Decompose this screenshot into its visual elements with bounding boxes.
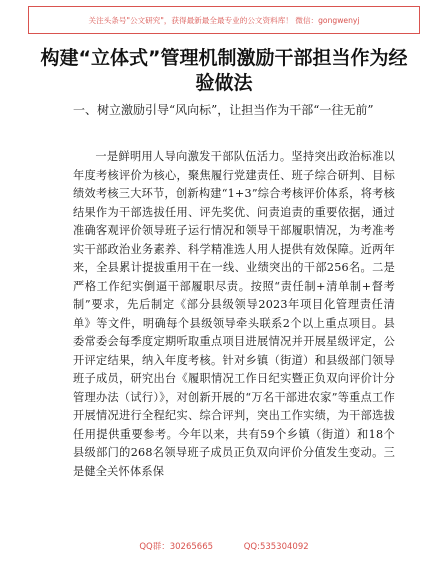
footer-qq: QQ:535304092 — [243, 542, 309, 552]
document-title: 构建“立体式”管理机制激励干部担当作为经验做法 — [40, 47, 408, 94]
footer-qq-group: QQ群：30265665 — [139, 542, 214, 552]
footer — [0, 540, 448, 552]
body-paragraph: 一是鲜明用人导向激发干部队伍活力。坚持突出政治标准以年度考核评价为核心，聚焦履行党建责任、班子综合研判、目标绩效考核三大环节，创新构建“1+3”综合考核评价体系，将考核结果作为干部选拔任用、评先奖优、问责追责的重要依据，通过准确客观评价领导班子运行情况和领导干部履职情况，为考准考实干部政治业务素养、科学精准选人用人提供有效保障。近两年来，全县累计提拔重用干在一线、业绩突出的干部256名。二是严格工作纪实倒逼干部履职尽责。按照“责任制+清单制+督考制”要求，先后制定《部分县级领导2023年项目化管理责任清单》等文件，明确每个县级领导牵头联系2个以上重点项目。县委常委会每季度定期听取重点项目进展情况并开展星级评定，公开评定结果，纳入年度考核。针对乡镇（街道）和县级部门领导班子成员，研究出台《履职情况工作日纪实暨正负双向评价计分管理办法（试行）》，对创新开展的“万名干部进农家”等重点工作开展情况进行全程纪实、综合评判，突出工作实绩，为干部选拔任用提供重要参考。今年以来，共有59个乡镇（街道）和18个县级部门的268名领导班子成员正负双向评价分值发生变动。三是健全关怀体系保 — [73, 150, 395, 478]
promo-banner — [28, 6, 420, 34]
section-heading: 一、树立激励引导“风向标”，让担当作为干部“一往无前” — [73, 103, 374, 117]
promo-banner-text: 关注头条号"公文研究"，获得最新最全最专业的公文资料库！ 微信：gongwenyj — [88, 15, 360, 25]
